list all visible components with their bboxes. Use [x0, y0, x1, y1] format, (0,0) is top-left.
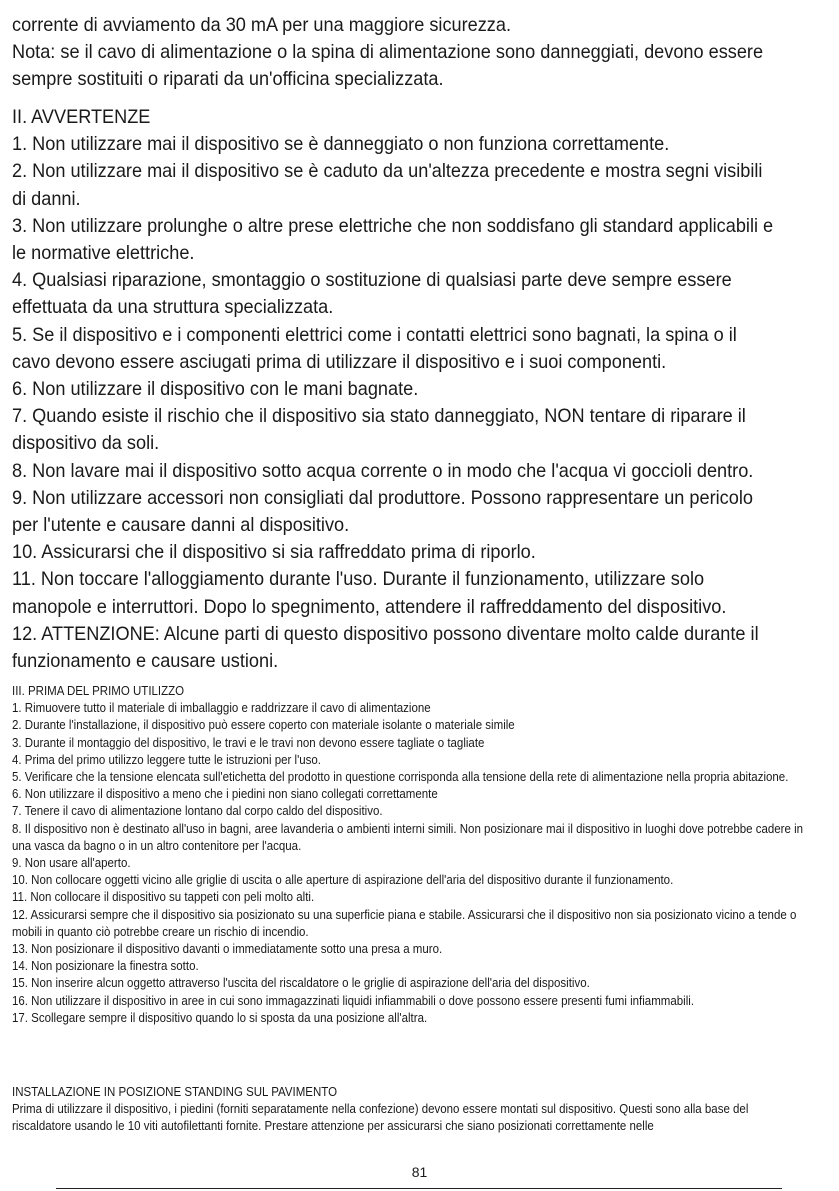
- first-use-item: 1. Rimuovere tutto il materiale di imballaggio e raddrizzare il cavo di alimentazione: [12, 701, 431, 716]
- page-number: 81: [411, 1164, 428, 1180]
- first-use-item: 17. Scollegare sempre il dispositivo quando lo si sposta da una posizione all'altra.: [12, 1010, 428, 1025]
- warning-item: 4. Qualsiasi riparazione, smontaggio o sostituzione di qualsiasi parte deve sempre essere effettuata da una struttura specializzata.: [12, 269, 732, 319]
- warning-item: 8. Non lavare mai il dispositivo sotto acqua corrente o in modo che l'acqua vi goccioli dentro.: [12, 459, 754, 482]
- first-use-item: 5. Verificare che la tensione elencata sull'etichetta del prodotto in questione corrisponda alla tensione della rete di alimentazione nella propria abitazione.: [12, 770, 789, 785]
- warning-item: 7. Quando esiste il rischio che il dispositivo sia stato danneggiato, NON tentare di riparare il dispositivo da soli.: [12, 405, 746, 455]
- warning-item: 2. Non utilizzare mai il dispositivo se è caduto da un'altezza precedente e mostra segni visibili di danni.: [12, 160, 763, 210]
- note-paragraph: Nota: se il cavo di alimentazione o la spina di alimentazione sono danneggiati, devono essere sempre sostituiti o riparati da un'officina specializzata.: [12, 41, 764, 91]
- first-use-item: 14. Non posizionare la finestra sotto.: [12, 959, 199, 974]
- first-use-item: 8. Il dispositivo non è destinato all'uso in bagni, aree lavanderia o ambienti interni simili. Non posizionare mai il dispositivo in luoghi dove potrebbe cadere in una vasca da bagno o in un altro contenitore per l'acqua.: [12, 821, 804, 853]
- section-heading-warnings: II. AVVERTENZE: [12, 106, 151, 128]
- first-use-item: 4. Prima del primo utilizzo leggere tutte le istruzioni per l'uso.: [12, 752, 322, 767]
- first-use-item: 12. Assicurarsi sempre che il dispositivo sia posizionato su una superficie piana e stabile. Assicurarsi che il dispositivo non sia posizionato vicino a tende o mobili in quanto ciò potrebbe creare un rischio di incendio.: [12, 907, 797, 939]
- warning-item: 5. Se il dispositivo e i componenti elettrici come i contatti elettrici sono bagnati, la spina o il cavo devono essere asciugati prima di utilizzare il dispositivo e i suoi componenti.: [12, 323, 737, 373]
- section-heading-first-use: III. PRIMA DEL PRIMO UTILIZZO: [12, 684, 185, 698]
- first-use-item: 3. Durante il montaggio del dispositivo, le travi e le travi non devono essere tagliate o tagliate: [12, 735, 485, 750]
- intro-line: corrente di avviamento da 30 mA per una maggiore sicurezza.: [12, 14, 511, 36]
- first-use-item: 9. Non usare all'aperto.: [12, 856, 131, 871]
- warning-item: 11. Non toccare l'alloggiamento durante l'uso. Durante il funzionamento, utilizzare solo manopole e interruttori. Dopo lo spegnimento, attendere il raffreddamento del dispositivo.: [12, 568, 727, 618]
- section-heading-installation: INSTALLAZIONE IN POSIZIONE STANDING SUL PAVIMENTO: [12, 1085, 338, 1099]
- warning-item: 1. Non utilizzare mai il dispositivo se è danneggiato o non funziona correttamente.: [12, 133, 670, 156]
- first-use-item: 7. Tenere il cavo di alimentazione lontano dal corpo caldo del dispositivo.: [12, 804, 383, 819]
- first-use-item: 15. Non inserire alcun oggetto attraverso l'uscita del riscaldatore o le griglie di aspirazione dell'aria del dispositivo.: [12, 976, 590, 991]
- warning-item: 3. Non utilizzare prolunghe o altre prese elettriche che non soddisfano gli standard applicabili e le normative elettriche.: [12, 214, 774, 265]
- intro-section: [12, 12, 775, 94]
- warning-item: 9. Non utilizzare accessori non consigliati dal produttore. Possono rappresentare un pericolo per l'utente e causare danni al dispositivo.: [12, 486, 753, 537]
- footer-divider: [56, 1188, 782, 1189]
- first-use-item: 13. Non posizionare il dispositivo davanti o immediatamente sotto una presa a muro.: [12, 942, 443, 957]
- first-use-section: [12, 683, 803, 1027]
- warning-item: 10. Assicurarsi che il dispositivo si sia raffreddato prima di riporlo.: [12, 541, 536, 564]
- warning-item: 12. ATTENZIONE: Alcune parti di questo dispositivo possono diventare molto calde durante il funzionamento e causare ustioni.: [12, 622, 759, 673]
- warning-item: 6. Non utilizzare il dispositivo con le mani bagnate.: [12, 378, 419, 401]
- first-use-item: 16. Non utilizzare il dispositivo in aree in cui sono immagazzinati liquidi infiammabili o dove possono essere presenti fumi infiammabili.: [12, 993, 695, 1008]
- warnings-section: [12, 104, 775, 675]
- installation-paragraph: Prima di utilizzare il dispositivo, i piedini (forniti separatamente nella confezione) devono essere montati sul dispositivo. Questi sono alla base del riscaldatore usando le 10 viti autofilettanti fornite. Prestare attenzione per assicurarsi che siano posizionati correttamente nelle: [12, 1102, 749, 1134]
- first-use-item: 11. Non collocare il dispositivo su tappeti con peli molto alti.: [12, 890, 315, 905]
- installation-section: [12, 1084, 803, 1136]
- first-use-item: 2. Durante l'installazione, il dispositivo può essere coperto con materiale isolante o materiale simile: [12, 718, 515, 733]
- first-use-item: 10. Non collocare oggetti vicino alle griglie di uscita o alle aperture di aspirazione dell'aria del dispositivo durante il funzionamento.: [12, 873, 674, 888]
- first-use-item: 6. Non utilizzare il dispositivo a meno che i piedini non siano collegati correttamente: [12, 787, 438, 802]
